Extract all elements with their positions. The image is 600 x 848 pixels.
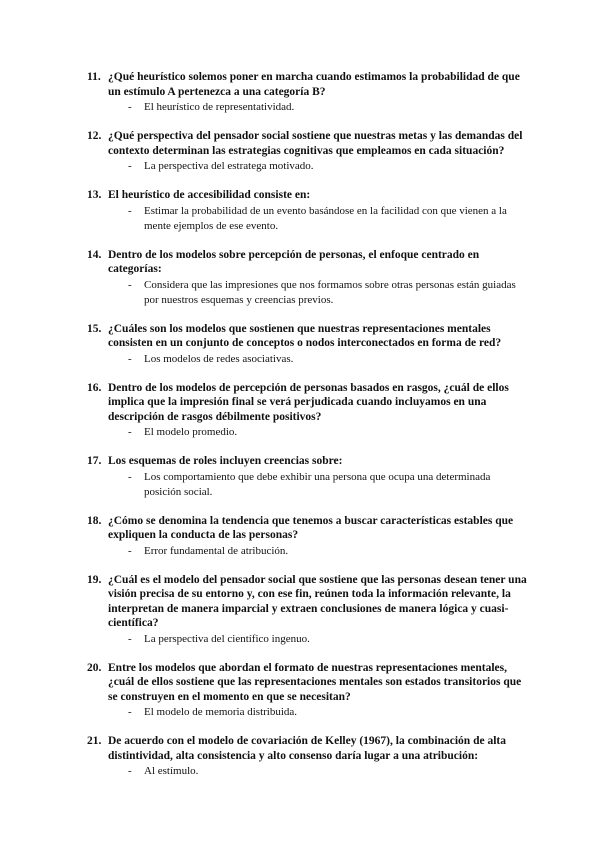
question-text: Los esquemas de roles incluyen creencias sobre:: [108, 455, 343, 467]
answer-text: El modelo promedio.: [144, 426, 238, 438]
bullet-dash: -: [128, 706, 132, 718]
question-number: 14.: [87, 248, 102, 261]
answer: [128, 705, 522, 720]
bullet-dash: -: [128, 765, 132, 777]
question-text: ¿Cuáles son los modelos que sostienen que nuestras representaciones mentales consisten en un conjunto de conceptos o nodos interconectados en forma de red?: [108, 322, 502, 349]
answer: [128, 544, 522, 559]
answer-text: El modelo de memoria distribuida.: [144, 706, 298, 718]
answer-text: El heurístico de representatividad.: [144, 101, 295, 113]
question-item: [87, 70, 528, 115]
answer: [128, 204, 522, 234]
question-item: [87, 454, 528, 500]
bullet-dash: -: [128, 204, 132, 217]
bullet-dash: -: [128, 352, 132, 365]
question-item: [87, 734, 528, 779]
answer-text: Los modelos de redes asociativas.: [144, 352, 294, 365]
question-text: ¿Qué heurístico solemos poner en marcha cuando estimamos la probabilidad de que un estímulo A pertenezca a una categoría B?: [108, 71, 520, 98]
question-text: El heurístico de accesibilidad consiste en:: [108, 189, 311, 201]
question-number: 11.: [87, 71, 101, 83]
question-number: 13.: [87, 189, 102, 201]
question-item: [87, 322, 528, 367]
bullet-dash: -: [128, 544, 132, 557]
bullet-dash: -: [128, 426, 132, 438]
question-number: 15.: [87, 322, 102, 335]
question-text: Entre los modelos que abordan el formato de nuestras representaciones mentales, ¿cuál de ellos sostiene que las representaciones mentales son estados transitorios que se construyen en el momento en que se necesitan?: [108, 661, 522, 703]
question-item: [87, 573, 528, 647]
question-text: De acuerdo con el modelo de covariación de Kelley (1967), la combinación de alta distintividad, alta consistencia y alto consenso daría lugar a una atribución:: [108, 735, 506, 762]
question-text: ¿Cómo se denomina la tendencia que tenemos a buscar características estables que expliquen la conducta de las personas?: [108, 514, 514, 541]
answer-text: Considera que las impresiones que nos formamos sobre otras personas están guiadas por nuestros esquemas y creencias previos.: [144, 278, 516, 306]
bullet-dash: -: [128, 160, 132, 172]
answer: [128, 632, 522, 647]
answer: [128, 159, 522, 174]
bullet-dash: -: [128, 278, 132, 291]
answer: [128, 278, 522, 308]
answer-text: Estimar la probabilidad de un evento basándose en la facilidad con que vienen a la mente ejemplos de ese evento.: [144, 204, 507, 232]
question-number: 17.: [87, 455, 102, 467]
answer-text: La perspectiva del científico ingenuo.: [144, 632, 310, 645]
question-number: 20.: [87, 661, 102, 674]
question-number: 21.: [87, 735, 102, 747]
answer: [128, 100, 522, 115]
question-item: [87, 129, 528, 174]
bullet-dash: -: [128, 470, 132, 483]
question-number: 19.: [87, 573, 102, 586]
answer-text: La perspectiva del estratega motivado.: [144, 160, 314, 172]
question-item: [87, 188, 528, 234]
question-number: 12.: [87, 130, 102, 142]
answer-text: Al estímulo.: [144, 765, 199, 777]
question-item: [87, 514, 528, 559]
answer: [128, 764, 522, 779]
question-item: [87, 661, 528, 721]
bullet-dash: -: [128, 632, 132, 645]
answer: [128, 352, 522, 367]
question-text: Dentro de los modelos sobre percepción de personas, el enfoque centrado en categorías:: [108, 248, 480, 275]
question-item: [87, 381, 528, 441]
bullet-dash: -: [128, 101, 132, 113]
question-number: 18.: [87, 514, 102, 527]
answer-text: Error fundamental de atribución.: [144, 544, 289, 557]
answer: [128, 425, 522, 440]
question-text: ¿Qué perspectiva del pensador social sostiene que nuestras metas y las demandas del contexto determinan las estrategias cognitivas que empleamos en cada situación?: [108, 130, 523, 157]
answer: [128, 470, 522, 500]
question-item: [87, 248, 528, 308]
question-text: ¿Cuál es el modelo del pensador social que sostiene que las personas desean tener una visión precisa de su entorno y, con ese fin, reúnen toda la información relevante, la interpretan de manera imparcial y extraen conclusiones de manera lógica y cuasi-científica?: [108, 573, 527, 629]
question-number: 16.: [87, 381, 102, 394]
answer-text: Los comportamiento que debe exhibir una persona que ocupa una determinada posición social.: [144, 470, 491, 498]
question-text: Dentro de los modelos de percepción de personas basados en rasgos, ¿cuál de ellos implica que la impresión final se verá perjudicada cuando incluyamos en una descripción de rasgos débilmente positivos?: [108, 381, 509, 423]
